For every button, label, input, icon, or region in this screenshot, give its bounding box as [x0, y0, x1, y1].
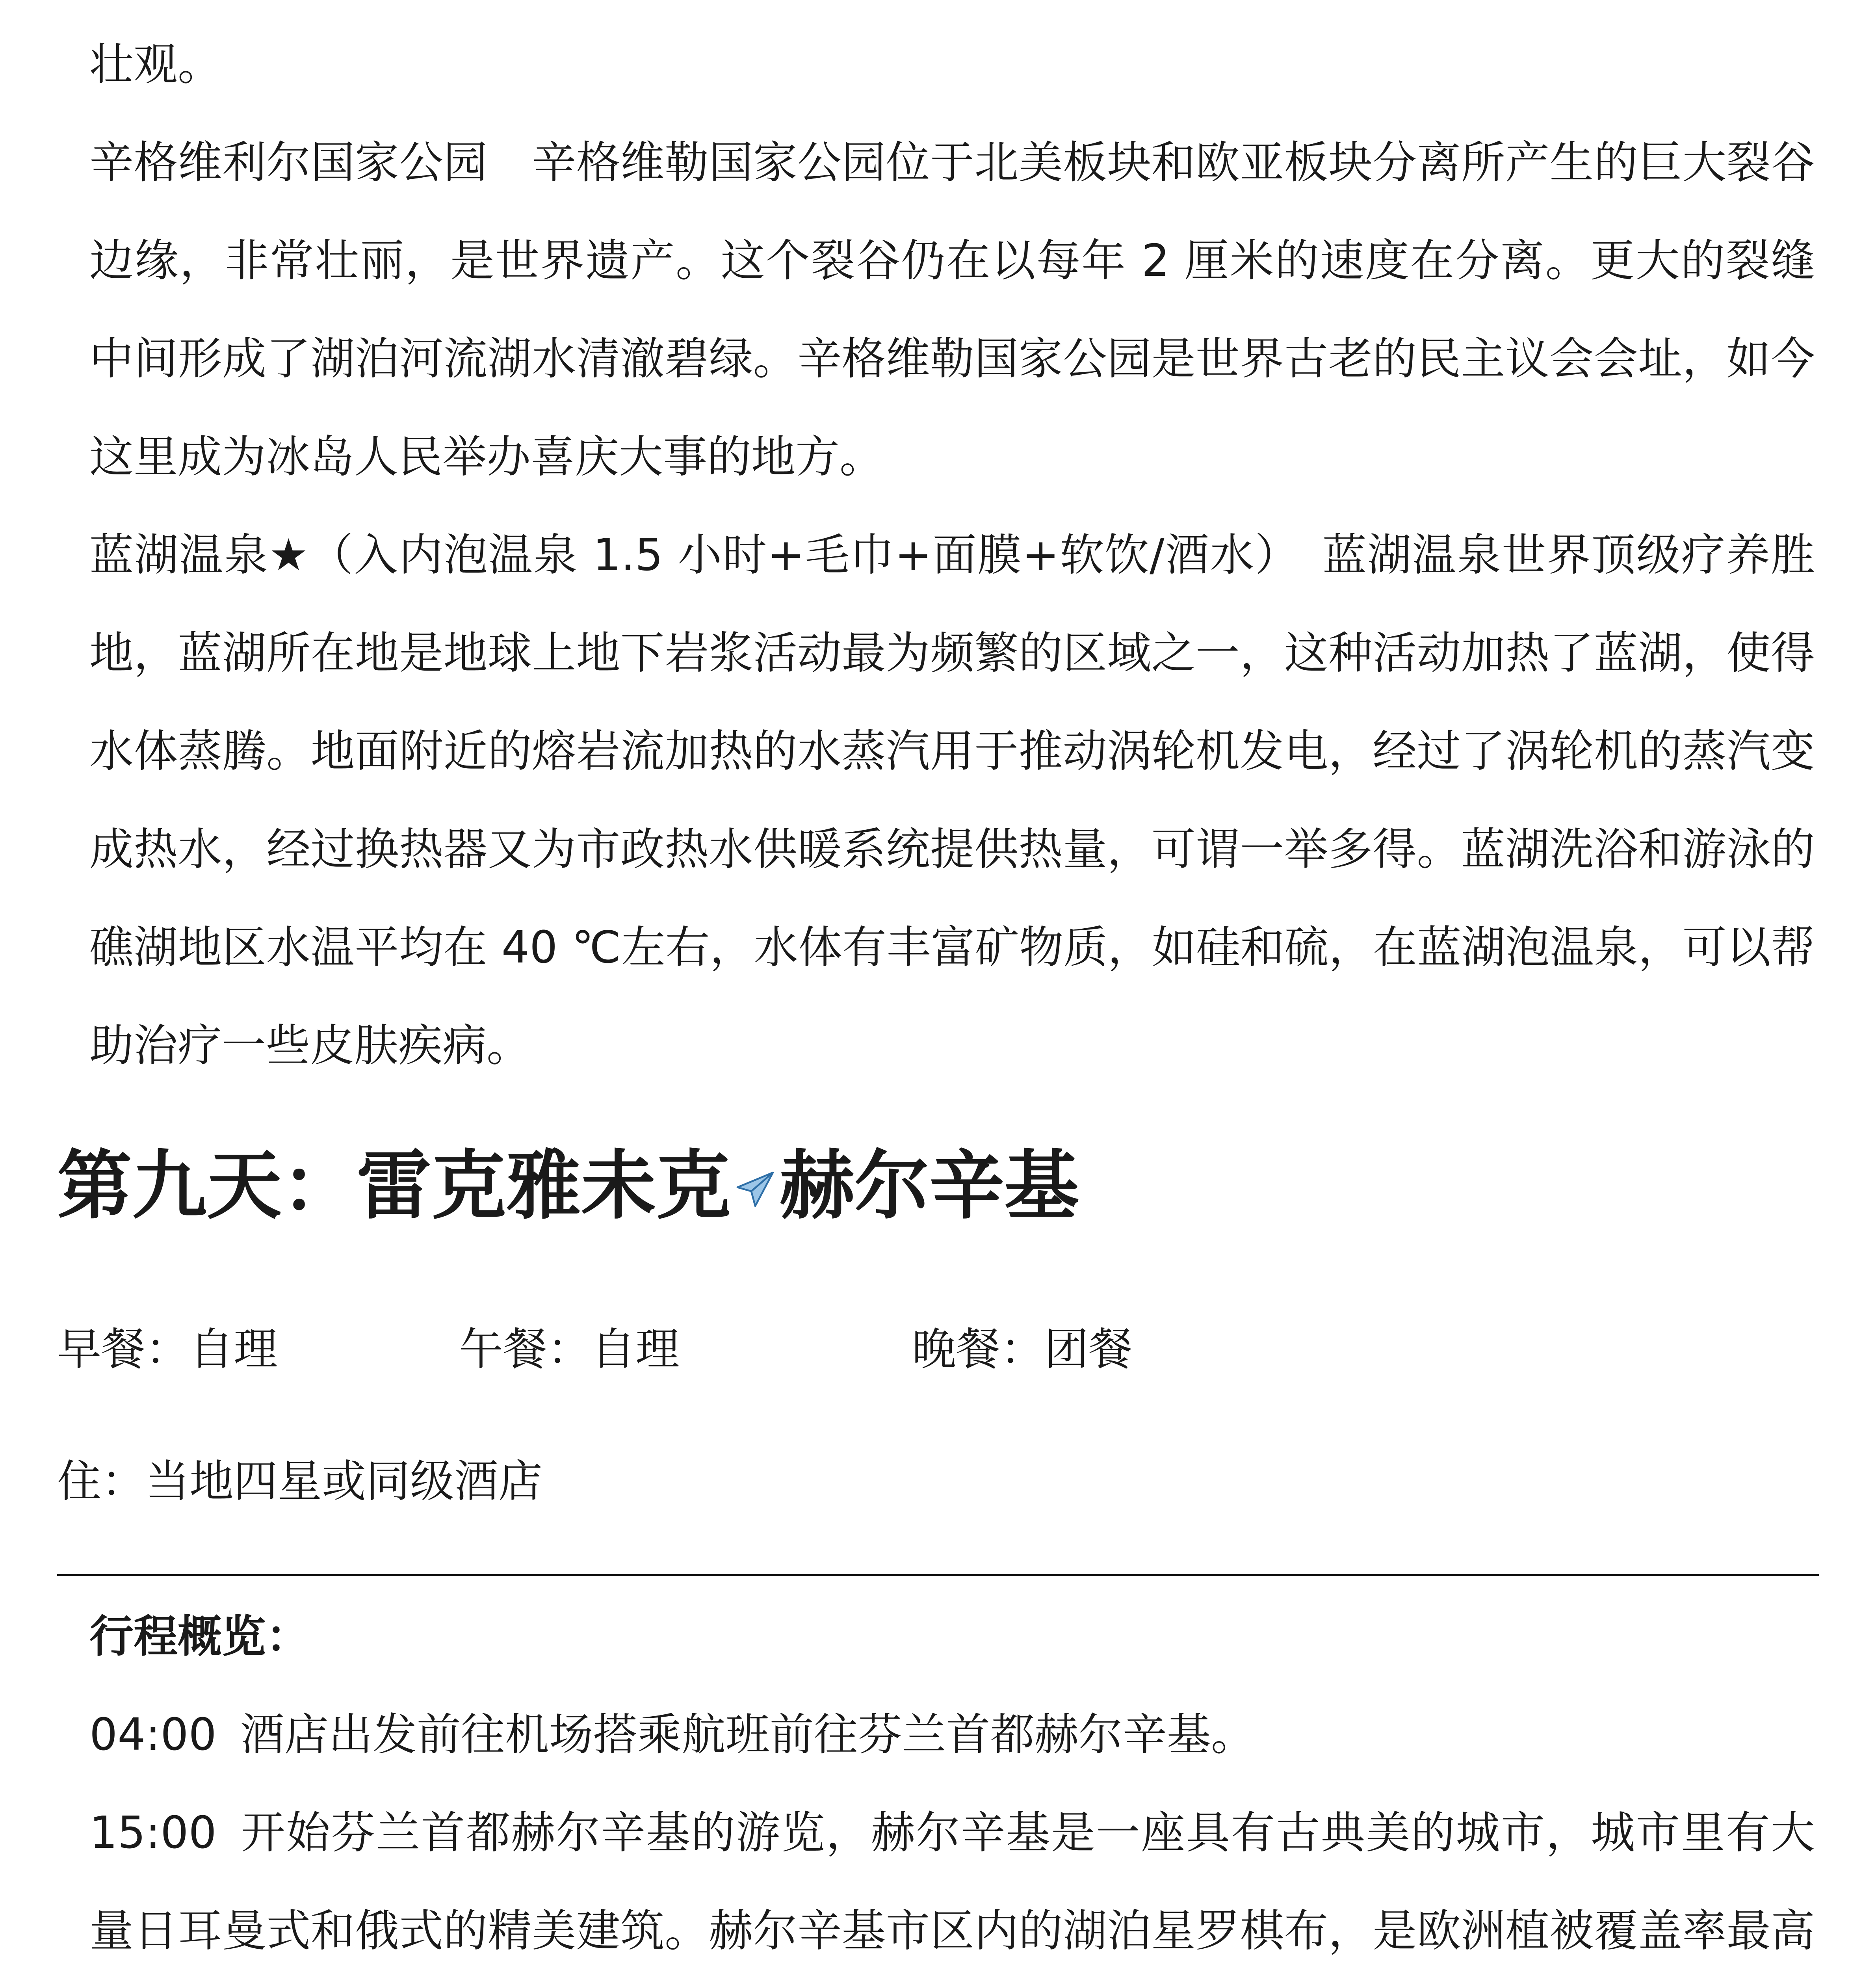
day-title-to: 赫尔辛基	[780, 1142, 1079, 1229]
itinerary-item	[89, 1686, 1815, 1784]
itinerary-text: 酒店出发前往机场搭乘航班前往芬兰首都赫尔辛基。	[240, 1709, 1255, 1760]
itinerary-section	[89, 1588, 1815, 1970]
dinner-info: 晚餐：团餐	[912, 1324, 1133, 1375]
itinerary-heading: 行程概览：	[89, 1611, 310, 1662]
paragraph-blue-lagoon: 蓝湖温泉★（入内泡温泉 1.5 小时+毛巾+面膜+软饮/酒水） 蓝湖温泉世界顶级疗养胜地，蓝湖所在地是地球上地下岩浆活动最为频繁的区域之一，这种活动加热了蓝湖，使得水体蒸腾。地面附近的熔岩流加热的水蒸汽用于推动涡轮机发电，经过了涡轮机的蒸汽变成热水，经过换热器又为市政热水供暖系统提供热量，可谓一举多得。蓝湖洗浴和游泳的礁湖地区水温平均在 40 ℃左右，水体有丰富矿物质，如硅和硫，在蓝湖泡温泉，可以帮助治疗一些皮肤疾病。	[89, 530, 1815, 1071]
airplane-icon	[732, 1167, 779, 1214]
paragraph-thingvellir: 辛格维利尔国家公园 辛格维勒国家公园位于北美板块和欧亚板块分离所产生的巨大裂谷边缘，非常壮丽，是世界遗产。这个裂谷仍在以每年 2 厘米的速度在分离。更大的裂缝中间形成了湖泊河流湖水清澈碧绿。辛格维勒国家公园是世界古老的民主议会会址，如今这里成为冰岛人民举办喜庆大事的地方。	[89, 137, 1815, 483]
divider	[57, 1574, 1819, 1576]
itinerary-time: 15:00	[89, 1807, 217, 1858]
day-title	[57, 1135, 1079, 1237]
lunch-info: 午餐：自理	[459, 1324, 680, 1375]
itinerary-item	[89, 1784, 1815, 1970]
top-section	[89, 16, 1815, 1095]
day-title-from: 第九天：雷克雅未克	[57, 1142, 731, 1229]
paragraph-continuation: 壮观。	[89, 39, 222, 90]
itinerary-text: 开始芬兰首都赫尔辛基的游览，赫尔辛基是一座具有古典美的城市，城市里有大量日耳曼式和俄式的精美建筑。赫尔辛基市区内的湖泊星罗棋布，是欧洲植被覆盖率最高	[89, 1807, 1815, 1957]
breakfast-info: 早餐：自理	[57, 1324, 278, 1375]
hotel-info: 住：当地四星或同级酒店	[57, 1456, 542, 1507]
itinerary-time: 04:00	[89, 1709, 217, 1760]
